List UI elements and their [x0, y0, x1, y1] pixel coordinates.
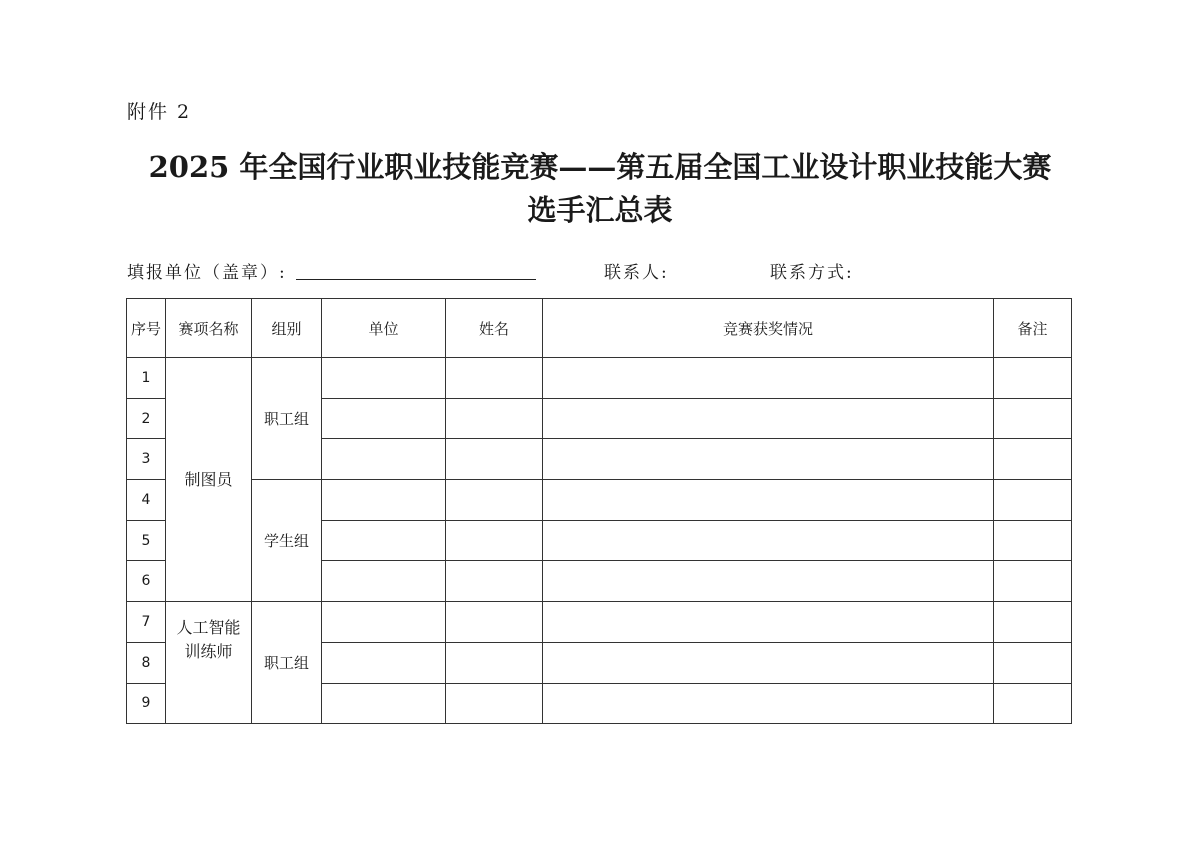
- awards-cell[interactable]: [543, 520, 994, 561]
- row-index: 7: [127, 602, 166, 643]
- header-unit: 单位: [322, 299, 446, 358]
- event-ai-trainer-line1: 人工智能: [176, 618, 241, 638]
- unit-cell[interactable]: [322, 520, 446, 561]
- unit-cell[interactable]: [322, 439, 446, 480]
- document-title: 2025 年全国行业职业技能竞赛——第五届全国工业设计职业技能大赛: [148, 150, 1052, 184]
- unit-cell[interactable]: [322, 561, 446, 602]
- name-cell[interactable]: [446, 358, 543, 399]
- awards-cell[interactable]: [543, 439, 994, 480]
- table-header-row: [127, 299, 1072, 358]
- awards-cell[interactable]: [543, 358, 994, 399]
- row-index: 2: [127, 398, 166, 439]
- document-subtitle: 选手汇总表: [527, 193, 673, 227]
- name-cell[interactable]: [446, 520, 543, 561]
- awards-cell[interactable]: [543, 642, 994, 683]
- header-index: 序号: [127, 299, 166, 358]
- name-cell[interactable]: [446, 561, 543, 602]
- group-student: 学生组: [252, 480, 322, 602]
- name-cell[interactable]: [446, 398, 543, 439]
- unit-cell[interactable]: [322, 398, 446, 439]
- unit-cell[interactable]: [322, 602, 446, 643]
- unit-fill-line[interactable]: [296, 279, 536, 280]
- contact-method-label: 联系方式:: [770, 263, 854, 283]
- event-drafter: 制图员: [166, 358, 252, 602]
- remarks-cell[interactable]: [994, 642, 1072, 683]
- contact-label: 联系人:: [604, 263, 669, 283]
- header-awards: 竞赛获奖情况: [543, 299, 994, 358]
- remarks-cell[interactable]: [994, 358, 1072, 399]
- remarks-cell[interactable]: [994, 398, 1072, 439]
- annex-label: 附件 2: [127, 101, 192, 123]
- row-index: 5: [127, 520, 166, 561]
- awards-cell[interactable]: [543, 398, 994, 439]
- name-cell[interactable]: [446, 480, 543, 521]
- remarks-cell[interactable]: [994, 439, 1072, 480]
- event-ai-trainer: [166, 602, 252, 724]
- remarks-cell[interactable]: [994, 683, 1072, 724]
- unit-cell[interactable]: [322, 480, 446, 521]
- awards-cell[interactable]: [543, 561, 994, 602]
- awards-cell[interactable]: [543, 480, 994, 521]
- remarks-cell[interactable]: [994, 480, 1072, 521]
- table-row: [127, 358, 1072, 399]
- header-group: 组别: [252, 299, 322, 358]
- unit-label: 填报单位（盖章）:: [127, 263, 287, 283]
- table-row: [127, 480, 1072, 521]
- contestant-summary-table: [126, 298, 1072, 724]
- header-event: 赛项名称: [166, 299, 252, 358]
- group-staff: 职工组: [252, 358, 322, 480]
- table-row: [127, 602, 1072, 643]
- name-cell[interactable]: [446, 683, 543, 724]
- row-index: 8: [127, 642, 166, 683]
- group-staff-2: 职工组: [252, 602, 322, 724]
- event-ai-trainer-line2: 训练师: [184, 642, 233, 662]
- remarks-cell[interactable]: [994, 561, 1072, 602]
- awards-cell[interactable]: [543, 683, 994, 724]
- row-index: 4: [127, 480, 166, 521]
- unit-cell[interactable]: [322, 683, 446, 724]
- row-index: 1: [127, 358, 166, 399]
- unit-cell[interactable]: [322, 642, 446, 683]
- awards-cell[interactable]: [543, 602, 994, 643]
- row-index: 9: [127, 683, 166, 724]
- header-name: 姓名: [446, 299, 543, 358]
- unit-cell[interactable]: [322, 358, 446, 399]
- remarks-cell[interactable]: [994, 602, 1072, 643]
- name-cell[interactable]: [446, 642, 543, 683]
- remarks-cell[interactable]: [994, 520, 1072, 561]
- row-index: 6: [127, 561, 166, 602]
- name-cell[interactable]: [446, 439, 543, 480]
- row-index: 3: [127, 439, 166, 480]
- header-remarks: 备注: [994, 299, 1072, 358]
- name-cell[interactable]: [446, 602, 543, 643]
